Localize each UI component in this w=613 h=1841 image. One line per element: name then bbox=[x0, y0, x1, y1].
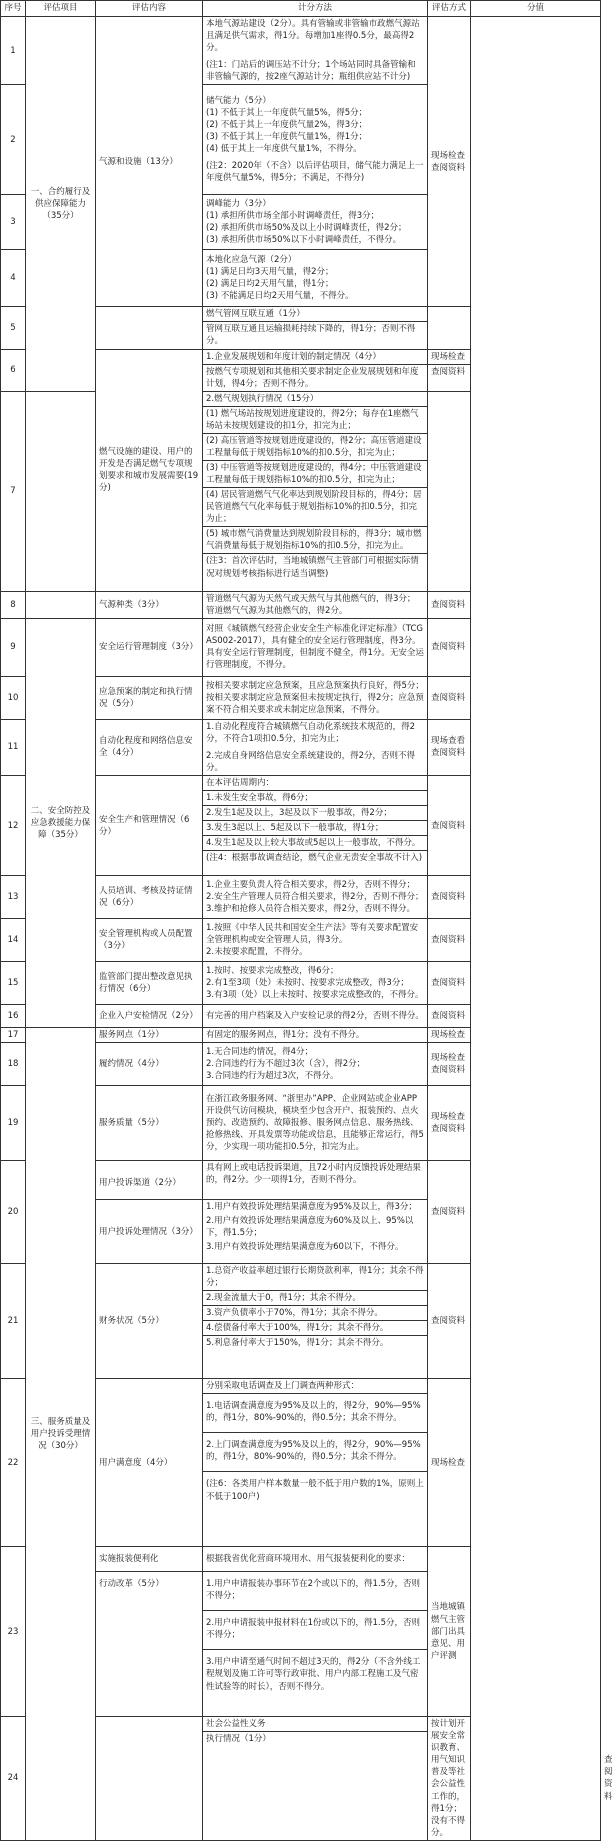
method-cell bbox=[203, 1161, 428, 1264]
method-line: 1.用户申请报装办事环节在2个或以下的，得1.5分，否则不得分； bbox=[203, 1571, 427, 1610]
mode-review: 查阅资料 bbox=[428, 618, 471, 676]
mode-review: 查阅资料 bbox=[428, 776, 471, 876]
content-inspection: 企业入户安检情况（2分） bbox=[96, 1005, 203, 1028]
mode-onsite-review: 现场检查查阅资料 bbox=[428, 17, 471, 307]
method-line: (3) 中压管道等按规划进度建设的，得4分；中压管道建设工程量每低于规划指标10%的扣0.5分，扣完为止； bbox=[203, 460, 427, 487]
header-seq: 序号 bbox=[1, 1, 26, 17]
row-number: 18 bbox=[1, 1043, 26, 1086]
row-number: 12 bbox=[1, 776, 26, 876]
content-safety-mgmt: 安全运行管理制度（3分） bbox=[96, 618, 203, 676]
item-empty bbox=[26, 591, 96, 618]
method-line: 2.现金流量大于0，得1分；其余不得分。 bbox=[203, 1290, 427, 1305]
header-mode: 评估方式 bbox=[428, 1, 471, 17]
content-org: 安全管理机构或人员配置（3分） bbox=[96, 919, 203, 962]
method-cell bbox=[203, 391, 428, 591]
item-empty bbox=[26, 391, 96, 591]
mode-review: 查阅资料 bbox=[428, 676, 471, 719]
method-line: 3.有3项（处）以上未按时、按要求完成整改的，不得分。 bbox=[206, 990, 424, 1001]
method-line: 2.未按要求配置，不得分。 bbox=[206, 947, 308, 958]
content-finance: 财务状况（5分） bbox=[96, 1264, 203, 1379]
method-cell bbox=[203, 1264, 428, 1379]
method-line: (1) 燃气场站按规划进度建设的，得2分；每存在1座燃气场站未按规划建设的扣1分，扣完为止； bbox=[203, 406, 427, 433]
row-number: 20 bbox=[1, 1161, 26, 1264]
header-content: 评估内容 bbox=[96, 1, 203, 17]
row-number: 4 bbox=[1, 250, 26, 307]
method-line: 1.总资产收益率超过银行长期贷款利率，得1分；其余不得分； bbox=[206, 1266, 424, 1289]
content-complaint-handle: 用户投诉处理情况（3分） bbox=[96, 1199, 202, 1239]
method-line: 2.用户申请报装申报材料在1份或以下的，得1.5分，否则不得分； bbox=[203, 1610, 427, 1649]
method-line: 3.用户申请至通气时间不超过3天的，得2分（不含外线工程规划及施工许可等行政审批、用户内部工程施工及气密性试验等的时长），否则不得分。 bbox=[203, 1649, 427, 1693]
mode-cell bbox=[428, 349, 471, 391]
mode-onsite-review: 现场检查查阅资料 bbox=[428, 1086, 471, 1161]
row-number: 14 bbox=[1, 919, 26, 962]
method-line: 2.有1至3项（处）未按时、按要求完成整改，得3分； bbox=[206, 978, 409, 989]
method-title: 2.燃气规划执行情况（15分） bbox=[206, 393, 319, 404]
method-cell bbox=[203, 17, 428, 85]
method-line: 3.资产负债率小于70%，得1分；其余不得分。 bbox=[203, 1305, 427, 1320]
method-cell bbox=[203, 1547, 428, 1717]
content-cell bbox=[96, 1547, 203, 1717]
method-cell bbox=[203, 719, 428, 775]
content-quality: 服务质量（5分） bbox=[96, 1086, 203, 1161]
method-line: 2.完成自身网络信息安全系统建设的，得2分，否则不得分。 bbox=[206, 750, 416, 773]
method-line: (5) 城市燃气消费量达到规划阶段目标的，得3分；城市燃气消费量每低于规划指标10%的扣0.5分，扣完为止。 bbox=[203, 526, 427, 553]
method-line: 2.发生1起及以上，3起及以下一般事故，得2分； bbox=[203, 805, 427, 820]
method-cell bbox=[203, 962, 428, 1005]
row-number: 21 bbox=[1, 1264, 26, 1379]
method-note: (注4：根据事故调查结论，燃气企业无责安全事故不计入) bbox=[203, 850, 427, 865]
method-note: (注3：首次评估时，当地城镇燃气主管部门可根据实际情况对规划考核指标进行适当调整) bbox=[203, 553, 427, 580]
method-cell bbox=[203, 307, 428, 349]
method-line: (4) 居民管道燃气气化率达到规划阶段目标的，得4分；居民管道燃气气化率每低于规划指标10%的扣0.5分，扣完为止； bbox=[203, 487, 427, 526]
row-number: 16 bbox=[1, 1005, 26, 1028]
method-line: 5.利息备付率大于150%，得1分；其余不得分。 bbox=[203, 1335, 427, 1350]
method-cell bbox=[203, 250, 428, 307]
row-number: 9 bbox=[1, 618, 26, 676]
mode-review: 查阅资料 bbox=[428, 1264, 471, 1379]
header-method: 计分方法 bbox=[203, 1, 428, 17]
method-note: (注6：各类用户样本数量一般不低于用户数的1%，原则上不低于100户) bbox=[203, 1471, 427, 1503]
method-cell: 按计划开展安全常识教育、用气知识普及等社会公益性工作的，得1分；没有不得分。 bbox=[428, 1717, 471, 1841]
method-line: 1.未发生安全事故，得6分； bbox=[203, 790, 427, 805]
mode-review: 查阅资料 bbox=[428, 364, 470, 379]
row-number: 3 bbox=[1, 195, 26, 250]
method-cell: 有固定的服务网点，得1分；没有不得分。 bbox=[203, 1028, 428, 1043]
content-satisfaction: 用户满意度（4分） bbox=[96, 1379, 203, 1547]
method-line: 按燃气专项规划和其他相关要求制定企业发展规划和年度计划，得4分；否则不得分。 bbox=[203, 364, 427, 391]
method-title: 调峰能力（3分） bbox=[206, 199, 271, 210]
method-line: (3) 不能满足日均2天用气量，不得分。 bbox=[206, 291, 354, 302]
table-row: 24 社会公益性义务 执行情况（1分） 按计划开展安全常识教育、用气知识普及等社会公益性工作的，得1分；没有不得分。 查阅资料 bbox=[1, 1717, 601, 1841]
method-line: 1.无合同违约情况，得4分； bbox=[206, 1047, 314, 1058]
method-line: 4.发生1起及以上较大事故或5起以上一般事故，不得分。 bbox=[203, 835, 427, 850]
method-line: 3.维护和抢修人员符合相关要求，得2分，否则不得分。 bbox=[206, 904, 416, 915]
content-accidents: 安全生产和管理情况（6分） bbox=[96, 776, 203, 876]
method-line: 1.按照《中华人民共和国安全生产法》等有关要求配置安全管理机构或安全管理人员，得3分。 bbox=[206, 922, 419, 946]
method-line: 2.用户有效投诉处理结果满意度为60%及以上、95%以下，得1.5分； bbox=[206, 1216, 414, 1239]
method-line: (2) 满足日均2天用气量，得1分； bbox=[206, 279, 334, 290]
content-automation: 自动化程度和网络信息安全（4分） bbox=[96, 719, 203, 775]
row-number: 22 bbox=[1, 1379, 26, 1547]
method-line: (1) 满足日均3天用气量，得2分； bbox=[206, 267, 334, 278]
row-number: 19 bbox=[1, 1086, 26, 1161]
method-cell bbox=[203, 1379, 428, 1547]
method-title: 燃气管网互联互通（1分） bbox=[206, 309, 305, 320]
mode-onsite-review: 现场检查查阅资料 bbox=[428, 1043, 471, 1086]
row-number: 7 bbox=[1, 391, 26, 591]
method-title: 根据我省优化营商环境用水、用气报装便利化的要求： bbox=[206, 1554, 411, 1565]
method-line: 3.用户有效投诉处理结果满意度为60以下，不得分。 bbox=[206, 1242, 404, 1253]
mode-review: 查阅资料 bbox=[428, 591, 471, 618]
method-line: (4) 低于其上一年度供气量1%，不得分。 bbox=[206, 144, 362, 155]
header-row bbox=[1, 1, 601, 17]
method-cell bbox=[203, 349, 428, 391]
method-cell: 有完善的用户档案及入户安检记录的得2分，否则不得分。 bbox=[203, 1005, 428, 1028]
method-line: 1.自动化程度符合城镇燃气自动化系统技术规范的，得2分，不符合1项扣0.5分，扣完为止； bbox=[206, 721, 416, 744]
row-number: 23 bbox=[1, 1547, 26, 1717]
content-contract: 履约情况（4分） bbox=[96, 1043, 203, 1086]
content-planning: 燃气设施的建设、用户的开发是否满足燃气专项规划要求和城市发展需要(19分) bbox=[96, 349, 203, 591]
method-note: (注2：2020年（不含）以后评估项目，储气能力满足上一年度供气量5%，得5分；不满足，不得分) bbox=[206, 161, 424, 184]
mode-onsite: 现场检查 bbox=[431, 351, 466, 362]
content-complaint-channel: 用户投诉渠道（2分） bbox=[99, 1178, 181, 1189]
mode-authority: 当地城镇燃气主管部门出具意见、用户评测 bbox=[428, 1547, 471, 1717]
method-line: 3.发生3起以上、5起及以下一般事故，得1分； bbox=[203, 820, 427, 835]
method-line: 2.合同违约行为不超过3次（含），得2分； bbox=[206, 1059, 366, 1070]
method-line: (2) 承担所供市场50%及以上小时调峰责任，得2分； bbox=[206, 223, 407, 234]
method-title: 1.企业发展规划和年度计划的制定情况（4分） bbox=[206, 351, 382, 362]
method-line: 具有网上或电话投诉渠道，且72小时内反馈投诉处理结果的，得2分。少一项得1分，否则不得分。 bbox=[206, 1163, 421, 1186]
category-2: 二、安全防控及应急救援能力保障（35分） bbox=[26, 618, 96, 1027]
row-number: 1 bbox=[1, 17, 26, 85]
method-line: (3) 不低于其上一年度供气量1%，得1分； bbox=[206, 132, 368, 143]
method-line: 1.企业主要负责人符合相关要求，得2分，否则不得分； bbox=[206, 879, 416, 890]
mode-review: 查阅资料 bbox=[428, 1161, 471, 1264]
method-line: 本地气源站建设（2分）。具有管输或非管输市政燃气源站且满足供气需求，得1分。每增加1座得0.5分，最高得2分。 bbox=[206, 19, 420, 54]
content-outlets: 服务网点（1分） bbox=[96, 1028, 203, 1043]
method-line: (2) 不低于其上一年度供气量2%，得3分； bbox=[206, 120, 368, 131]
method-line: (1) 承担所供市场全部小时调峰责任，得3分； bbox=[206, 211, 380, 222]
mode-review: 查阅资料 bbox=[428, 962, 471, 1005]
content-training: 人员培训、考核及持证情况（6分） bbox=[96, 876, 203, 919]
method-cell bbox=[203, 195, 428, 250]
row-number: 17 bbox=[1, 1028, 26, 1043]
method-title: 本地化应急气源（2分） bbox=[206, 255, 297, 266]
mode-empty bbox=[428, 391, 471, 591]
method-line: 2.上门调查满意度为95%及以上的，得2分，90%—95%的，得1分，80%-90%的，得0.5分；其余不得分。 bbox=[203, 1432, 427, 1471]
method-line: 1.按时、按要求完成整改，得6分； bbox=[206, 965, 339, 976]
content-welfare-a: 社会公益性义务 bbox=[206, 1719, 266, 1730]
content-welfare-b: 执行情况（1分） bbox=[203, 1731, 427, 1746]
category-1: 一、合约履行及供应保障能力（35分） bbox=[26, 17, 96, 392]
mode-empty bbox=[428, 307, 471, 349]
row-number: 10 bbox=[1, 676, 26, 719]
method-line: 管网互联互通且运输损耗持续下降的，得1分；否则不得分。 bbox=[203, 321, 427, 348]
mode-review: 查阅资料 bbox=[428, 919, 471, 962]
mode-onsite: 现场检查 bbox=[428, 1379, 471, 1547]
mode-onsite: 现场检查 bbox=[428, 1028, 471, 1043]
method-line: 4.偿债备付率大于100%，得1分；其余不得分。 bbox=[203, 1320, 427, 1335]
method-cell bbox=[203, 876, 428, 919]
mode-review: 查阅资料 bbox=[428, 1005, 471, 1028]
content-empty bbox=[96, 307, 203, 349]
method-title: 在本评估周期内： bbox=[206, 778, 275, 789]
row-number: 8 bbox=[1, 591, 26, 618]
content-gas-type: 气源种类（3分） bbox=[96, 591, 203, 618]
method-title: 储气能力（5分） bbox=[206, 96, 271, 107]
method-line: 1.电话调查满意度为95%及以上的，得2分，90%—95%的，得1分，80%-90%的，得0.5分；其余不得分。 bbox=[203, 1393, 427, 1432]
content-emergency: 应急预案的制定和执行情况（5分） bbox=[96, 676, 203, 719]
method-cell: 按相关要求制定应急预案，且应急预案执行良好，得5分；按相关要求制定应急预案但未按规定执行，得2分；应急预案不符合相关要求或未制定应急预案，不得分。 bbox=[203, 676, 428, 719]
header-item: 评估项目 bbox=[26, 1, 96, 17]
method-line: 管道燃气气源为天然气或天然气与其他燃气的，得3分； bbox=[206, 593, 416, 604]
row-number: 11 bbox=[1, 719, 26, 775]
table-row bbox=[1, 17, 601, 85]
header-score: 分值 bbox=[471, 1, 601, 17]
score-column bbox=[471, 17, 601, 1841]
item-empty bbox=[96, 1717, 203, 1841]
row-number: 5 bbox=[1, 307, 26, 349]
method-line: 2.安全生产管理人员符合相关要求，得2分，否则不得分； bbox=[206, 892, 424, 903]
row-number: 24 bbox=[1, 1717, 26, 1841]
content-cell bbox=[96, 1161, 203, 1264]
content-gas-supply: 气源和设施（13分） bbox=[96, 17, 203, 307]
row-number: 15 bbox=[1, 962, 26, 1005]
content-reform-a: 实施报装便利化 bbox=[99, 1554, 159, 1565]
method-line: 1.用户有效投诉处理结果满意度为95%及以上，得3分； bbox=[203, 1199, 427, 1214]
row-number: 13 bbox=[1, 876, 26, 919]
category-3: 三、服务质量及用户投诉受理情况（30分） bbox=[26, 1028, 96, 1841]
method-cell: 对照《城镇燃气经营企业安全生产标准化评定标准》（TCGAS002-2017），具有健全的安全运行管理制度，得3分。具有安全运行管理制度，但制度不健全，得1分。无安全运行管理制度，不得分。 bbox=[203, 618, 428, 676]
mode-onsite-view: 现场查看查阅资料 bbox=[428, 719, 471, 775]
method-note: (注1：门站后的调压站不计分；1个场站同时具备管输和非管输气源的，按2座气源站计分；瓶组供应站不计分) bbox=[206, 60, 416, 83]
content-cell bbox=[203, 1717, 428, 1841]
method-cell bbox=[203, 591, 428, 618]
method-line: (2) 高压管道等按规划进度建设的，得2分；高压管道建设工程量每低于规划指标10%的扣0.5分，扣完为止； bbox=[203, 433, 427, 460]
method-cell: 在浙江政务服务网、“浙里办”APP、企业网站或企业APP开设供气访问模块，模块至少包含开户、报装预约、点火预约、改造预约、故障报修、服务网点信息、服务热线、抢修热线、开具发票等功能或信息，且能够正常运行，得5分，少实现一项功能扣0.5分，扣完为止。 bbox=[203, 1086, 428, 1161]
row-number: 2 bbox=[1, 85, 26, 195]
method-cell bbox=[203, 919, 428, 962]
method-line: (1) 不低于其上一年度供气量5%，得5分； bbox=[206, 108, 368, 119]
method-cell bbox=[203, 85, 428, 195]
content-rectify: 监管部门提出整改意见执行情况（6分） bbox=[96, 962, 203, 1005]
method-line: 3.合同违约行为超过3次，不得分。 bbox=[206, 1071, 339, 1082]
method-cell bbox=[203, 776, 428, 876]
method-line: 管道燃气气源为其他燃气的，得2分。 bbox=[206, 605, 348, 616]
method-title: 分别采取电话调查及上门调查两种形式： bbox=[206, 1381, 360, 1392]
mode-review: 查阅资料 bbox=[428, 876, 471, 919]
row-number: 6 bbox=[1, 349, 26, 391]
content-reform-b: 行动改革（5分） bbox=[96, 1571, 202, 1591]
method-line: (3) 承担所供市场50%以下小时调峰责任，不得分。 bbox=[206, 235, 402, 246]
method-cell bbox=[203, 1043, 428, 1086]
